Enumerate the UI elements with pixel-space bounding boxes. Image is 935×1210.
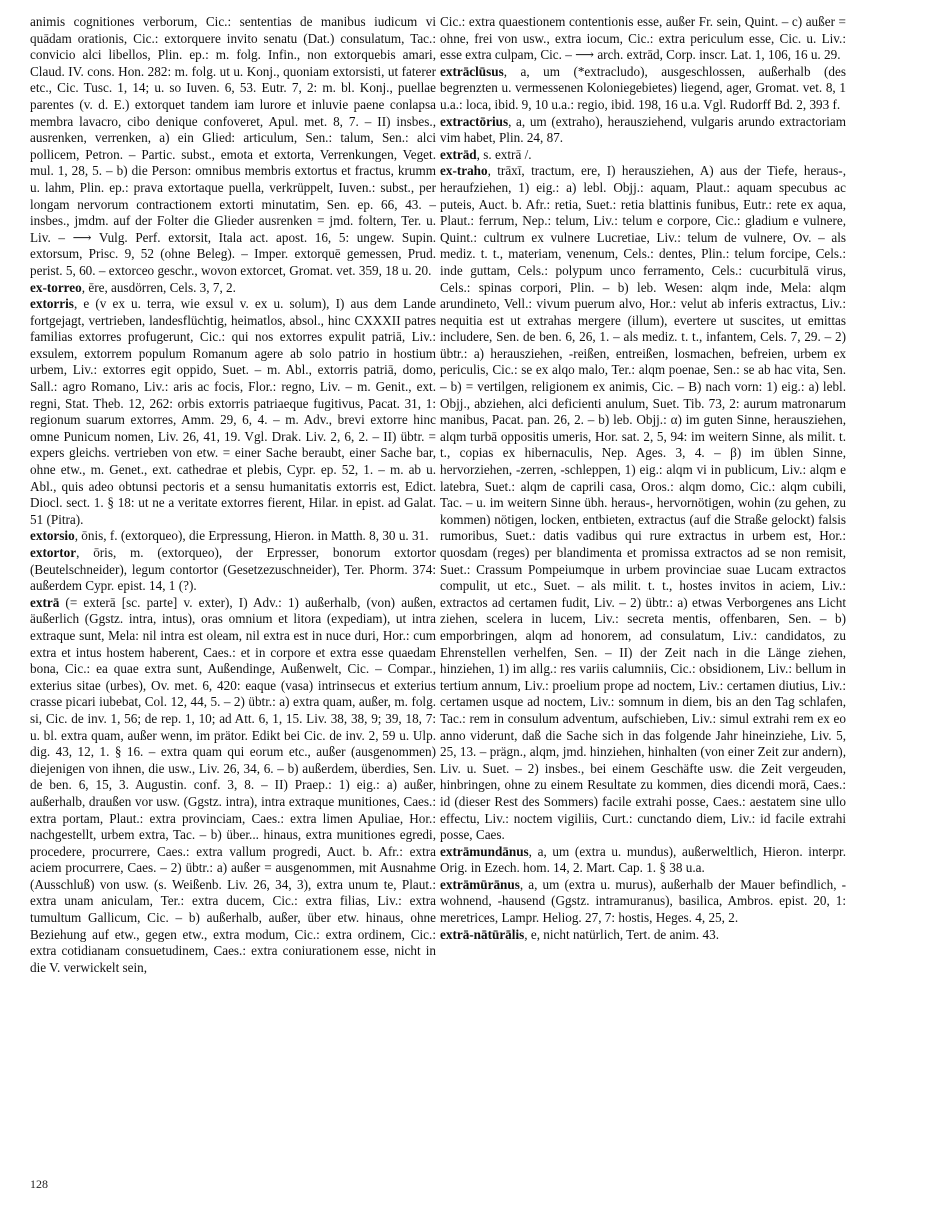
dictionary-entry	[30, 280, 436, 297]
entry-text: , e, nicht natürlich, Tert. de anim. 43.	[524, 926, 720, 942]
entry-headword: ex-torreo	[30, 279, 82, 295]
left-column	[30, 14, 436, 976]
entry-headword: extorris	[30, 296, 74, 312]
entry-text: , ōnis, f. (extorqueo), die Erpressung, Hieron. in Matth. 8, 30 u. 31.	[74, 528, 429, 544]
entry-text: , e (v ex u. terra, wie exsul v. ex u. solum), I) aus dem Lande fortgejagt, vertrieben, landesflüchtig, heimatlos, absol., hinc CXXXII patres familias extorres profugerunt, Cic.: qui nos extorres expulit patriā, Liv.: exsulem, extorrem populum Romanum agere ab solo patrio in hostium urbem, Liv.: extorres egit oppido, Suet. – m. Abl., extorris patriā, domo, Sall.: agro Romano, Liv.: aris ac focis, Flor.: regno, Liv. – m. Genit., ext. regni, Stat. Theb. 12, 262: orbis extorris patriaeque fugitivus, Pacat. 31, 1: regionum suarum extorres, Amm. 29, 6, 4. – m. Adv., brevi extorre hinc omne Punicum nomen, Liv. 26, 41, 19. Vgl. Drak. Liv. 2, 6, 2. – II) übtr. = expers gleichs. vertrieben von etw. = einer Sache beraubt, einer Sache bar, ohne etw., m. Genet., ext. cathedrae et plebis, Cypr. ep. 52, 1. – m. ab u. Abl., quis adeo obtunsi pectoris et a sensu humanitatis extorris est, Edict. Diocl. sect. 1. § 18: ut ne a veritate extorres fierent, Hilar. in epist. ad Galat. 51 (Pitra).	[30, 296, 436, 527]
dictionary-entry	[440, 64, 846, 114]
entry-headword: extrā-nātūrālis	[440, 926, 525, 942]
entry-text: , a, um (extra u. mundus), außerweltlich, Hieron. interpr. Orig. in Ezech. hom. 14, 2. Mart. Cap. 1. § 38 u.a.	[440, 843, 846, 876]
entry-headword: extortor	[30, 545, 77, 560]
dictionary-entry	[30, 545, 436, 595]
page-number: 128	[30, 1177, 48, 1191]
entry-text: Cic.: extra quaestionem contentionis esse, außer Fr. sein, Quint. – c) außer = ohne, frei von usw., extra iocum, Cic.: extra periculum esse, Cic. u. Liv.: esse extra culpam, Cic. – ⟶ arch. extrād, Corp. inscr. Lat. 1, 106, 16 u. 29.	[440, 14, 846, 63]
entry-text: , s. extrā /.	[476, 146, 532, 162]
entry-text: animis cognitiones verborum, Cic.: sententias de manibus iudicum vi quādam orationis, Cic.: extorquere invito senatu (Dat.) consulatum, Tac.: convicio alci libellos, Plin. ep.: m. folg. Infin., non extorquebis amari, Claud. IV. cons. Hon. 282: m. folg. ut u. Konj., quoniam extorsisti, ut faterer etc., Cic. Tusc. 1, 14; u. so Iuven. 6, 53. Eutr. 7, 2: m. bl. Konj., puellae parentes (v. d. E.) extorquet tandem iam lurore et inluvie paene conlapsa membra lavacro, cibo denique confoveret, Apul. met. 8, 7. – II) insbes., ausrenken, verrenken, a) ein Glied: articulum, Sen.: talum, Sen.: alci pollicem, Petron. – Partic. subst., emota et extorta, Verrenkungen, Veget. mul. 1, 28, 5. – b) die Person: omnibus membris extortus et fractus, krumm u. lahm, Plin. ep.: prava extortaque puella, verkrüppelt, Iuven.: subst., per longam nervorum contractionem extorti minutatim, Sen. ep. 66, 43. – insbes., jmdm. auf der Folter die Glieder ausrenken = jmd. foltern, Ter. u. Liv. – ⟶ Vulg. Perf. extorsit, Itala act. apost. 16, 5: ungew. Supin. extorsum, Prisc. 9, 52 (ohne Beleg). – Imper. extorquē gemessen, Prud. perist. 5, 60. – extorceo geschr., wovon extorcet, Gromat. vet. 359, 18 u. 20.	[30, 14, 436, 278]
dictionary-entry	[30, 528, 436, 545]
dictionary-entry	[440, 927, 846, 944]
dictionary-entry	[440, 163, 846, 843]
entry-headword: extrād	[440, 146, 477, 162]
entry-headword: extrā	[30, 594, 60, 610]
dictionary-entry	[440, 877, 846, 927]
dictionary-entry	[440, 844, 846, 877]
dictionary-entry	[440, 147, 846, 164]
dictionary-entry	[30, 296, 436, 528]
entry-headword: ex-traho	[440, 163, 488, 179]
entry-text: , a, um (extra u. murus), außerhalb der Mauer befindlich, -wohnend, -hausend (Ggstz. intramuranus), basilica, Ambros. epist. 20, 1: meretrices, Lampr. Heliog. 27, 7: hostis, Heges. 4, 25, 2.	[440, 876, 846, 926]
entry-text: , a, um (*extracludo), ausgeschlossen, außerhalb (des begrenzten u. vermessenen Koloniegebietes) liegend, ager, Gromat. vet. 8, 1 u.a.: loca, ibid. 9, 10 u.a.: regio, ibid. 198, 16 u.a. Vgl. Rudorff Bd. 2, 393 f.	[440, 63, 846, 112]
entry-text: , ōris, m. (extorqueo), der Erpresser, bonorum extortor (Beutelschneider), legum contortor (Gesetzezuschneider), Ter. Phorm. 374: außerdem Cypr. epist. 14, 1 (?).	[30, 545, 436, 594]
entry-headword: extrāmūrānus	[440, 876, 520, 892]
entry-headword: extrāclūsus	[440, 63, 504, 79]
entry-text: (= exterā [sc. parte] v. exter), I) Adv.: 1) außerhalb, (von) außen, äußerlich (Ggstz. intra, intus), oras omnium et litora (expediam), ut intra extraque sunt, Mela: nil intra est oleam, nil extra est in nuce duri, Hor.: cum extra et intus hostem haberent, Caes.: et in corpore et extra esse quaedam bona, Cic.: ea quae extra sunt, Außendinge, Außenwelt, Cic. – Compar., exterius sitae (urbes), Ov. met. 6, 420: eaque (vasa) intrinsecus et exterius crasse picari iubebat, Col. 12, 44, 5. – 2) übtr.: a) extra quam, außer, m. folg. si, Cic. de inv. 1, 56; de rep. 1, 10; ad Att. 6, 1, 15. Liv. 38, 38, 9; 39, 18, 7: u. bl. extra quam, außer wenn, im prätor. Edikt bei Cic. de inv. 2, 59 u. Ulp. dig. 43, 12, 1. § 16. – extra quam qui eorum etc., außer (ausgenommen) diejenigen von ihnen, die usw., Liv. 26, 34, 6. – b) außerdem, überdies, Sen. de ben. 6, 15, 3. Augustin. conf. 3, 8. – II) Praep.: 1) eig.: a) außer, außerhalb, draußen vor usw. (Ggstz. intra), intra extraque munitiones, Caes.: extra portam, Plaut.: extra provinciam, Caes.: extra limen Apuliae, Hor.: nachgestellt, urbem extra, Tac. – b) über... hinaus, extra munitiones egredi, procedere, procurrere, Caes.: extra vallum progredi, Auct. b. Afr.: extra aciem procurrere, Caes. – 2) übtr.: a) außer = ausgenommen, mit Ausnahme (Ausschluß) von usw. (s. Weißenb. Liv. 26, 34, 3), extra unum te, Plaut.: extra unam aniculam, Ter.: extra ducem, Cic.: extra filias, Liv.: extra tumultum Gallicum, Cic. – b) außerhalb, außer, über etw. hinaus, ohne Beziehung auf etw., gegen etw., extra modum, Cic.: extra ordinem, Cic.: extra cotidianam consuetudinem, Caes.: extra coniurationem esse, nicht in die V. verwickelt sein,	[30, 594, 436, 975]
entry-headword: extrāmundānus	[440, 843, 529, 859]
entry-text: , a, um (extraho), herausziehend, vulgaris arundo extractoriam vim habet, Plin. 24, 87.	[440, 113, 846, 146]
dictionary-entry	[440, 14, 846, 64]
entry-text: , ēre, ausdörren, Cels. 3, 7, 2.	[81, 279, 236, 295]
entry-text: , trāxī, tractum, ere, I) herausziehen, A) aus der Tiefe, heraus-, heraufziehen, 1) eig.: a) lebl. Objj.: aquam, Plaut.: aquam specubus ac puteis, Auct. b. Afr.: retia, Suet.: retia blattinis funibus, Eutr.: rete ex aqua, Plaut.: ferrum, Nep.: telum, Liv.: telum e corpore, Cic.: gladium e vulnere, Quint.: cultrum ex vulnere Lucretiae, Liv.: telum de vulnere, Ov. – als mediz. t. t., materiam, venenum, Cels.: dentes, Plin.: telum forcipe, Cels.: inde guttam, Cels.: polypum unco ferramento, Cels.: cucurbitulā virus, Cels.: spinas corpori, Plin. – b) leb. Wesen: alqm inde, Mela: alqm arundineto, Vell.: vivum puerum alvo, Hor.: velut ab inferis extractus, Liv.: nequitia est ut extrahas mergere (illum), evertere ut suscites, ut emittas includere, Sen. de ben. 6, 26, 1. – als mediz. t. t., infantem, Cels. 7, 29. – 2) übtr.: a) herausziehen, -reißen, entreißen, losmachen, befreien, urbem ex periculis, Cic.: se ex alqo malo, Ter.: alqm poenae, Sen.: se ab hac vita, Sen. – b) = vertilgen, religionem ex animis, Cic. – B) nach vorn: 1) eig.: a) lebl. Objj., abziehen, alci deficienti anulum, Suet. Tib. 73, 2: aurum matronarum manibus, Pacat. pan. 26, 2. – b) leb. Objj.: α) im guten Sinne, herausziehen, alqm turbā oppositis umeris, Hor. sat. 2, 5, 94: im weitern Sinne, als milit. t. t., copias ex hibernaculis, Nep. Ages. 3, 4. – β) im üblen Sinne, hervorziehen, -zerren, -schleppen, 1) eig.: alqm vi in publicum, Liv.: alqm e latebra, Suet.: alqm de caprili casa, Oros.: alqm domo, Cic.: alqm cubili, Tac. – u. im weitern Sinne übh. heraus-, hervornötigen, wohin (zu gehen, zu kommen) nötigen, locken, entbieten, extractus (auf die Straße gelockt) falsis rumoribus, Suet.: datis vadibus qui rure extractus in urbem est, Hor.: quosdam (reges) per blandimenta et promissa extractos ad se non remisit, Suet.: Crassum Pompeiumque in urbem provinciae suae Lucam extractos compulit, ut etc., Suet. – als milit. t. t., hostes invitos in aciem, Liv.: extractos ad certamen fudit, Liv. – 2) übtr.: a) etwas Verborgenes ans Licht ziehen, scelera in lucem, Liv.: secreta mentis, offenbaren, Sen. – b) emporbringen, alqm ad honorem, ad consulatum, Liv.: candidatos, zu Ehrenstellen verhelfen, Sen. – II) der Zeit nach in die Länge ziehen, hinziehen, 1) im allg.: res variis calumniis, Cic.: obsidionem, Liv.: bellum in tertium annum, Liv.: proelium prope ad noctem, Liv.: certamen diutius, Liv.: certamen usque ad noctem, Liv.: somnum in diem, bis an den Tag schlafen, Tac.: rem in consulum adventum, aufschieben, Liv.: simul extrahi rem ex eo anno viderunt, daß die Sache sich in das folgende Jahr hineinziehe, Liv. 5, 25, 13. – prägn., alqm, jmd. hinziehen, hinhalten (von einer Zeit zur andern), Liv. u. Suet. – 2) insbes., bei einem Geschäfte usw. die Zeit vergeuden, hinbringen, ohne zu einem Resultate zu kommen, dies dicendi morā, Caes.: id (dieser Rest des Sommers) facile extrahi posse, Caes.: aestatem sine ullo effectu, Liv.: noctem vigiliis, Curt.: cunctando diem, Liv.: id facile extrahi posse, Caes.	[440, 163, 846, 843]
right-column	[440, 14, 846, 943]
dictionary-entry	[30, 595, 436, 977]
dictionary-entry	[440, 114, 846, 147]
entry-headword: extractōrius	[440, 113, 509, 129]
dictionary-entry	[30, 14, 436, 280]
entry-headword: extorsio	[30, 528, 75, 544]
